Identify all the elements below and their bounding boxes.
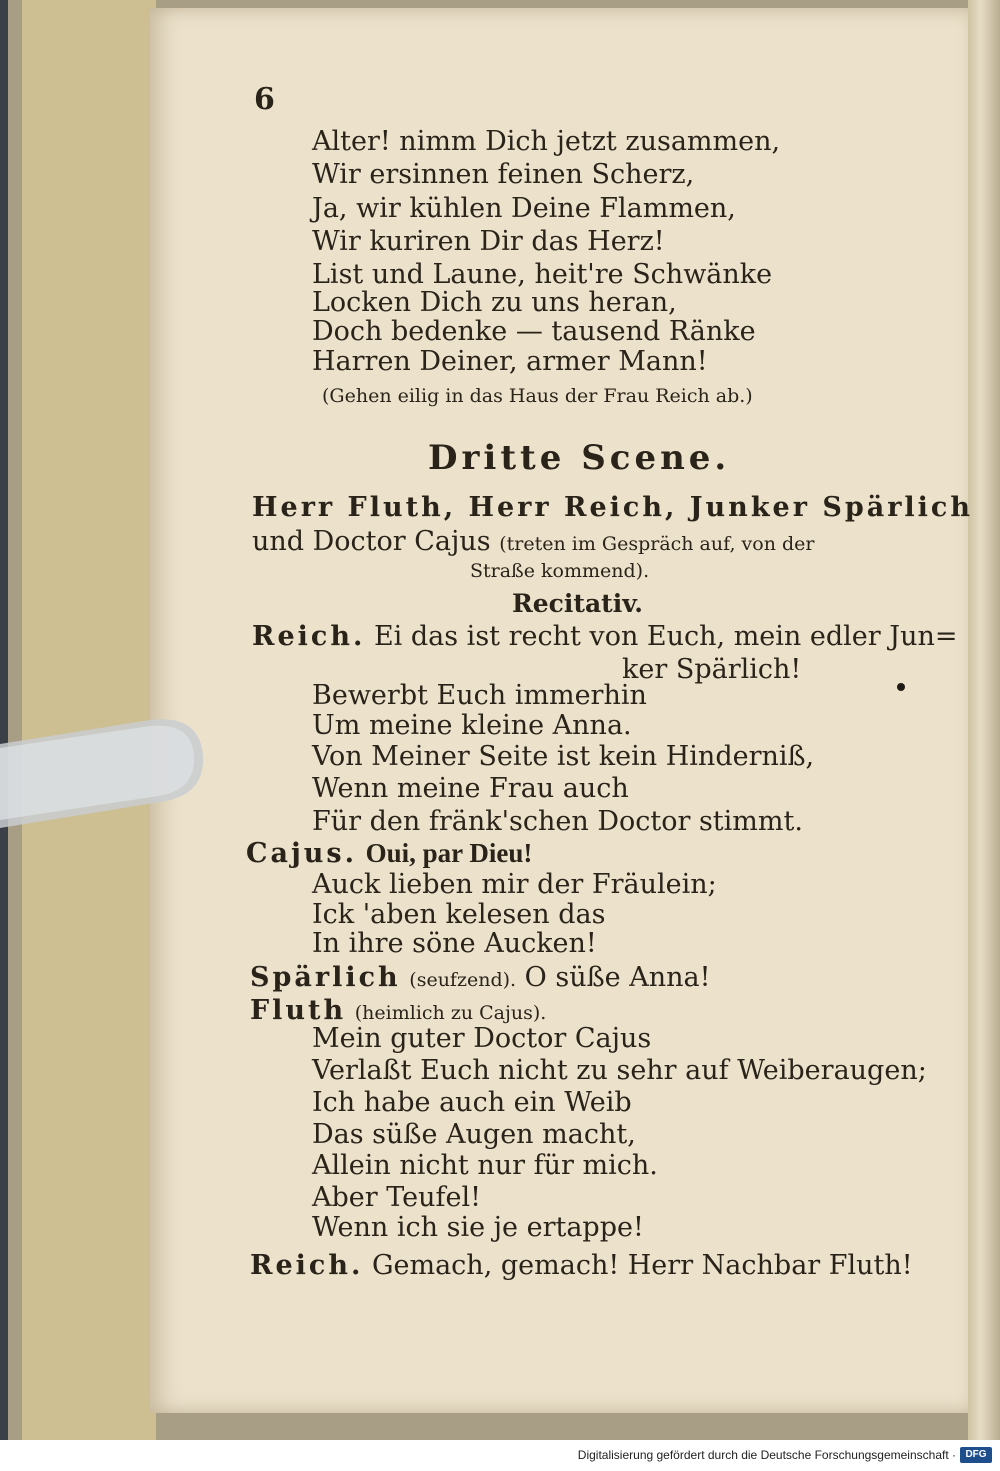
speaker-name: Reich.	[252, 621, 366, 652]
speech-line: Auck lieben mir der Fräulein;	[312, 869, 717, 900]
verse-line: Doch bedenke — tausend Ränke	[312, 316, 756, 347]
speaker-name: Spärlich	[250, 962, 401, 993]
page-clip-tool	[0, 716, 205, 828]
speech-line: Um meine kleine Anna.	[312, 710, 632, 741]
verse-line: Locken Dich zu uns heran,	[312, 287, 677, 318]
verse-line: Ja, wir kühlen Deine Flammen,	[312, 193, 736, 224]
verse-line: Harren Deiner, armer Mann!	[312, 346, 708, 377]
stage-direction: (seufzend).	[409, 969, 517, 991]
speech-line	[252, 621, 957, 653]
speech-line: Ick 'aben kelesen das	[312, 899, 606, 930]
footer-bar	[0, 1440, 1000, 1471]
speaker-name: Fluth	[250, 995, 347, 1026]
speaker-name: Cajus.	[246, 838, 357, 869]
dfg-logo: DFG	[960, 1447, 992, 1463]
stage-direction: (treten im Gespräch auf, von der	[499, 533, 815, 555]
speech-line: Aber Teufel!	[312, 1182, 481, 1213]
speech-line: Von Meiner Seite ist kein Hinderniß,	[312, 741, 815, 772]
verse-line: List und Laune, heit're Schwänke	[312, 259, 773, 290]
speech-text: Oui, par Dieu!	[365, 838, 533, 868]
speech-line	[246, 837, 532, 870]
speaker-name: Reich.	[250, 1250, 364, 1281]
speech-line: Mein guter Doctor Cajus	[312, 1023, 652, 1054]
speech-line: Allein nicht nur für mich.	[312, 1150, 658, 1181]
cast-names: und Doctor Cajus	[252, 526, 491, 557]
scene-heading: Dritte Scene.	[428, 438, 731, 478]
speech-line	[250, 962, 710, 996]
speech-text: O süße Anna!	[524, 962, 711, 993]
stage-direction: (Gehen eilig in das Haus der Frau Reich ab.)	[322, 385, 753, 407]
ink-dot	[897, 683, 905, 691]
stage-direction: Straße kommend).	[470, 560, 650, 582]
speech-line: Bewerbt Euch immerhin	[312, 680, 647, 711]
speech-line	[250, 1250, 913, 1282]
verse-line: Wir kuriren Dir das Herz!	[312, 226, 665, 257]
speech-line: Das süße Augen macht,	[312, 1119, 636, 1150]
speech-line: Ich habe auch ein Weib	[312, 1087, 632, 1118]
funding-credit: Digitalisierung gefördert durch die Deutsche Forschungsgemeinschaft ·	[577, 1448, 956, 1462]
speech-text: Ei das ist recht von Euch, mein edler Jun=	[373, 621, 958, 652]
speech-line: Wenn meine Frau auch	[312, 773, 629, 804]
speech-line: In ihre söne Aucken!	[312, 928, 597, 959]
page-number: 6	[254, 82, 275, 117]
speech-line: Wenn ich sie je ertappe!	[312, 1212, 644, 1243]
page-edge-right	[968, 0, 1000, 1440]
verse-line: Alter! nimm Dich jetzt zusammen,	[312, 126, 781, 157]
speech-text: Gemach, gemach! Herr Nachbar Fluth!	[371, 1250, 913, 1281]
verse-line: Wir ersinnen feinen Scherz,	[312, 159, 695, 190]
stage-direction: (heimlich zu Cajus).	[354, 1002, 547, 1024]
cast-line: Herr Fluth, Herr Reich, Junker Spärlich	[252, 492, 974, 523]
speech-line: ker Spärlich!	[622, 654, 802, 685]
speech-line: Für den fränk'schen Doctor stimmt.	[312, 806, 803, 837]
section-heading: Recitativ.	[512, 589, 643, 618]
speech-line: Verlaßt Euch nicht zu sehr auf Weiberaugen;	[312, 1055, 927, 1086]
